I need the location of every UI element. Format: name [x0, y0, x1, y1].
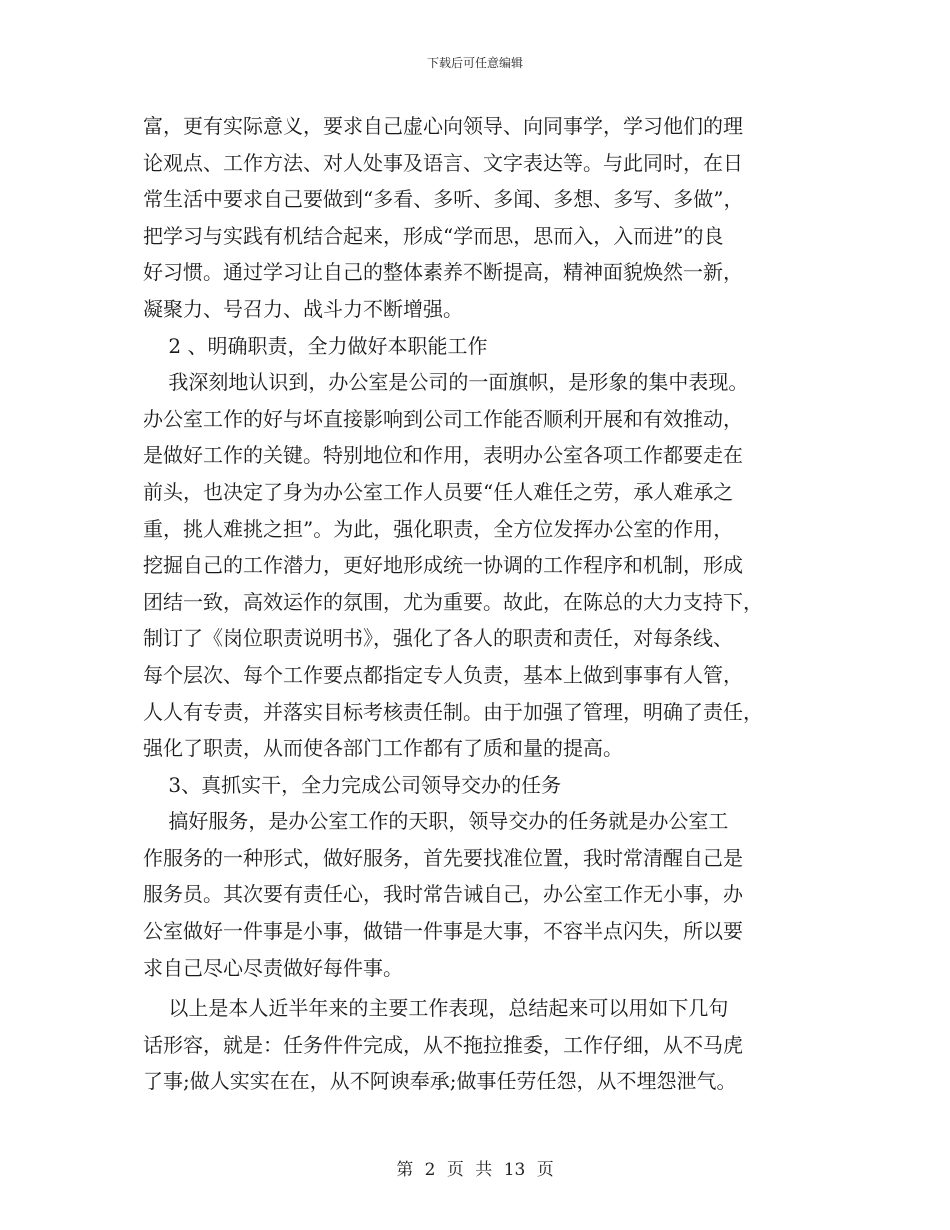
text-line: 重，挑人难挑之担”。为此，强化职责，全方位发挥办公室的作用，: [143, 516, 734, 541]
text-line: 把学习与实践有机结合起来，形成“学而思，思而入，入而进”的良: [143, 223, 724, 248]
text-line: 每个层次、每个工作要点都指定专人负责，基本上做到事事有人管，: [143, 662, 743, 687]
section-heading: 2 、明确职责，全力做好本职能工作: [143, 333, 488, 358]
document-body: [143, 108, 813, 1100]
text-line: 我深刻地认识到，办公室是公司的一面旗帜，是形象的集中表现。: [143, 370, 749, 395]
text-line: 是做好工作的关键。特别地位和作用，表明办公室各项工作都要走在: [143, 443, 743, 468]
text-line: 制订了《岗位职责说明书》，强化了各人的职责和责任，对每条线、: [143, 626, 733, 651]
text-line: 好习惯。通过学习让自己的整体素养不断提高，精神面貌焕然一新，: [143, 260, 743, 285]
text-line: 人人有专责，并落实目标考核责任制。由于加强了管理，明确了责任，: [143, 699, 763, 724]
text-line: 凝聚力、号召力、战斗力不断增强。: [143, 296, 463, 321]
text-line: 挖掘自己的工作潜力，更好地形成统一协调的工作程序和机制，形成: [143, 553, 743, 578]
text-line: 搞好服务，是办公室工作的天职，领导交办的任务就是办公室工: [143, 809, 729, 834]
text-line: 团结一致，高效运作的氛围，尤为重要。故此，在陈总的大力支持下，: [143, 589, 763, 614]
text-line: 论观点、工作方法、对人处事及语言、文字表达等。与此同时，在日: [143, 150, 743, 175]
text-line: 服务员。其次要有责任心，我时常告诫自己，办公室工作无小事，办: [143, 882, 743, 907]
text-line: 常生活中要求自己要做到“多看、多听、多闻、多想、多写、多做”，: [143, 187, 744, 212]
text-line: 前头，也决定了身为办公室工作人员要“任人难任之劳，承人难承之: [143, 479, 734, 504]
text-line: 办公室工作的好与坏直接影响到公司工作能否顺利开展和有效推动，: [143, 406, 743, 431]
text-line: 了事;做人实实在在，从不阿谀奉承;做事任劳任怨，从不埋怨泄气。: [143, 1069, 737, 1094]
page-header: 下载后可任意编辑: [426, 56, 523, 70]
section-heading: 3、真抓实干，全力完成公司领导交办的任务: [143, 772, 562, 797]
text-line: 强化了职责，从而使各部门工作都有了质和量的提高。: [143, 736, 623, 761]
text-line: 话形容，就是：任务件件完成，从不拖拉推委，工作仔细，从不马虎: [143, 1032, 743, 1057]
text-line: 求自己尽心尽责做好每件事。: [143, 955, 403, 980]
text-line: 以上是本人近半年来的主要工作表现，总结起来可以用如下几句: [143, 996, 729, 1021]
text-line: 富，更有实际意义，要求自己虚心向领导、向同事学，学习他们的理: [143, 114, 743, 138]
text-line: 公室做好一件事是小事，做错一件事是大事，不容半点闪失，所以要: [143, 919, 743, 944]
page-number: 第 2 页 共 13 页: [396, 1160, 554, 1180]
text-line: 作服务的一种形式，做好服务，首先要找准位置，我时常清醒自己是: [143, 845, 743, 870]
